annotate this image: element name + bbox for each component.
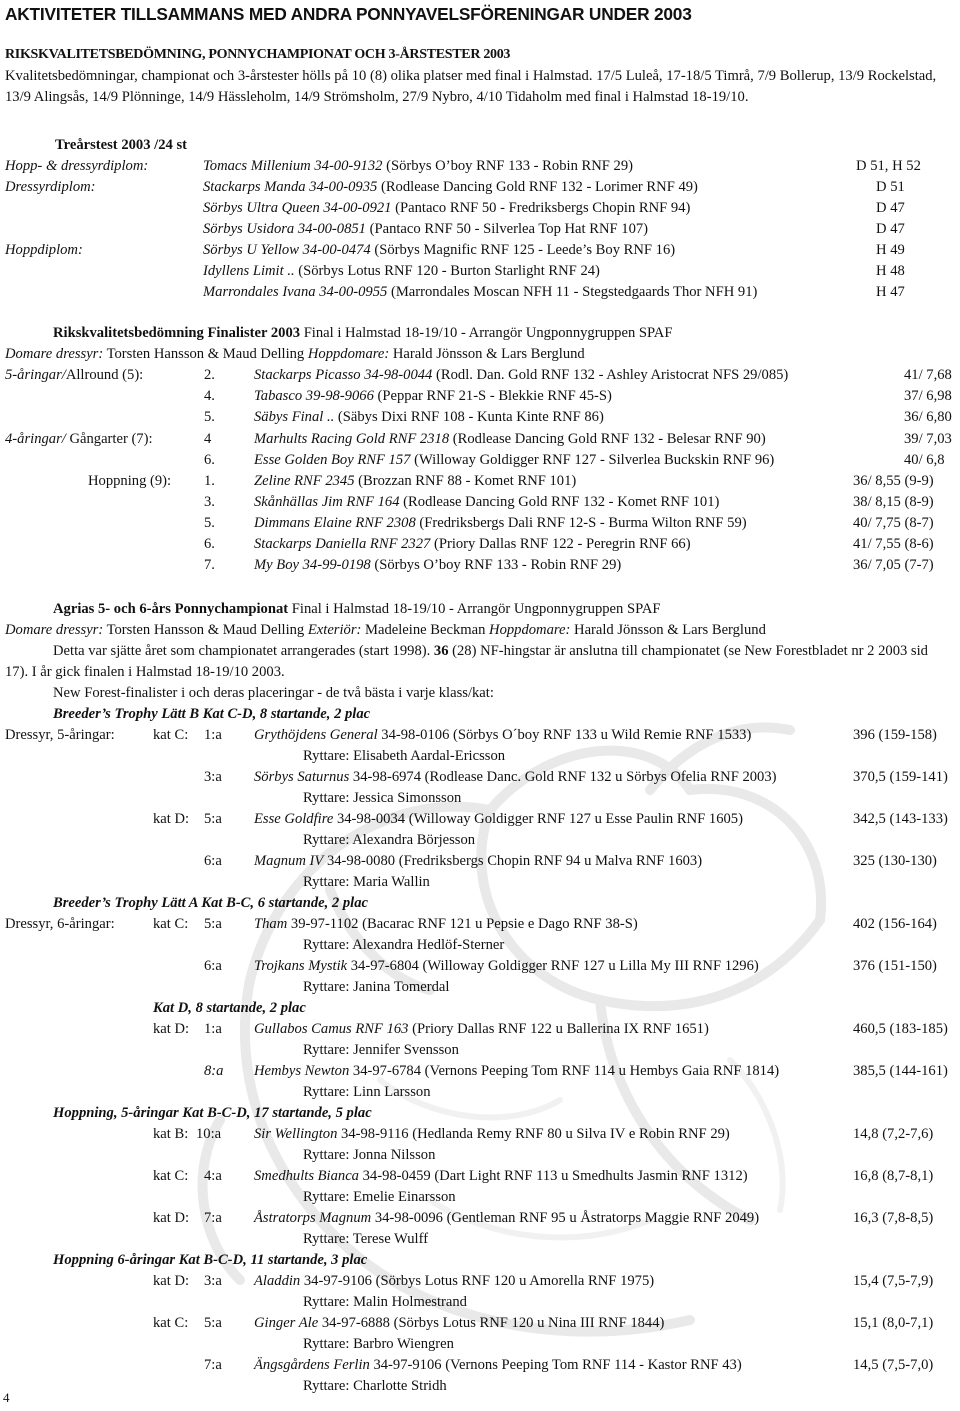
- results-entry: [254, 1208, 759, 1229]
- results-kat: kat D:: [153, 1021, 190, 1037]
- finalister-score: 36/ 8,55 (9-9): [853, 473, 934, 489]
- results-class: Dressyr, 5-åringar:: [5, 727, 115, 743]
- horse-name: Hembys Newton: [254, 1063, 350, 1079]
- results-row: [0, 767, 960, 788]
- finalister-entry: [254, 555, 621, 576]
- agrias-paragraph-2: New Forest-finalister i och deras placeringar - de två bästa i varje klass/kat:: [53, 685, 494, 701]
- results-score: 325 (130-130): [853, 853, 937, 869]
- results-kat: kat C:: [153, 1168, 189, 1184]
- finalister-row: [0, 429, 960, 450]
- trearstest-entry: [203, 240, 675, 261]
- results-rider: Ryttare: Malin Holmestrand: [303, 1294, 467, 1310]
- results-row: [0, 1355, 960, 1376]
- horse-name: Aladdin: [254, 1273, 301, 1289]
- finalister-score: 41/ 7,68: [904, 367, 952, 383]
- results-entry: [254, 956, 759, 977]
- horse-pedigree: (Pantaco RNF 50 - Fredriksbergs Chopin RNF 94): [395, 200, 691, 216]
- finalister-row: [0, 450, 960, 471]
- results-entry: [254, 767, 777, 788]
- horse-pedigree: 34-98-6974 (Rodlease Danc. Gold RNF 132 u Sörbys Ofelia RNF 2003): [349, 769, 777, 785]
- results-score: 16,3 (7,8-8,5): [853, 1210, 934, 1226]
- judges-label-dressyr: Domare dressyr:: [5, 346, 104, 362]
- finalister-entry: [254, 365, 788, 386]
- results-entry: [254, 1124, 730, 1145]
- results-score: 370,5 (159-141): [853, 769, 948, 785]
- results-place: 6:a: [204, 853, 222, 869]
- results-place: 1:a: [204, 1021, 222, 1037]
- results-rider: Ryttare: Barbro Wiengren: [303, 1336, 454, 1352]
- results-rider: Ryttare: Maria Wallin: [303, 874, 430, 890]
- finalister-row: [0, 471, 960, 492]
- finalister-place: 5.: [204, 515, 215, 531]
- horse-pedigree: (Rodlease Dancing Gold RNF 132 - Komet RNF 101): [399, 494, 720, 510]
- results-rider: Ryttare: Elisabeth Aardal-Ericsson: [303, 748, 506, 764]
- results-entry: [254, 725, 751, 746]
- horse-pedigree: 34-98-0096 (Gentleman RNF 95 u Åstratorps Maggie RNF 2049): [371, 1210, 760, 1226]
- finalister-judges: [5, 344, 585, 364]
- agrias-paragraph: [5, 641, 940, 683]
- trearstest-entry: [203, 177, 698, 198]
- results-score: 16,8 (8,7-8,1): [853, 1168, 934, 1184]
- results-score: 342,5 (143-133): [853, 811, 948, 827]
- results-score: 385,5 (144-161): [853, 1063, 948, 1079]
- finalister-heading-rest: Final i Halmstad 18-19/10 - Arrangör Ungponnygruppen SPAF: [300, 325, 673, 341]
- finalister-row: [0, 492, 960, 513]
- horse-name: Stackarps Manda 34-00-0935: [203, 179, 378, 195]
- agrias-judges: [5, 620, 766, 640]
- category-type: Gångarter (7):: [65, 431, 153, 447]
- finalister-row: [0, 513, 960, 534]
- results-class-heading: Breeder’s Trophy Lätt A Kat B-C, 6 startande, 2 plac: [53, 895, 368, 911]
- results-entry: [254, 1355, 742, 1376]
- results-place: 5:a: [204, 811, 222, 827]
- results-row: [0, 725, 960, 746]
- trearstest-score: D 51, H 52: [856, 158, 921, 174]
- trearstest-heading: Treårstest 2003 /24 st: [55, 137, 187, 153]
- results-sub-heading: Kat D, 8 startande, 2 plac: [153, 1000, 306, 1016]
- results-place: 1:a: [204, 727, 222, 743]
- rikskval-intro: Kvalitetsbedömningar, championat och 3-årstester hölls på 10 (8) olika platser med final i Halmstad. 17/5 Luleå, 17-18/5 Timrå, 7/9 Bollerup, 13/9 Rockelstad, 13/9 Alingsås, 14/9 Plönninge, 14/9 Hässleholm, 14/9 Strömsholm, 27/9 Nybro, 4/10 Tidaholm med final i Halmstad 18-19/10.: [5, 68, 937, 105]
- finalister-category: [5, 365, 143, 386]
- horse-pedigree: (Sörbys Lotus RNF 120 - Burton Starlight RNF 24): [298, 263, 600, 279]
- horse-pedigree: (Brozzan RNF 88 - Komet RNF 101): [354, 473, 577, 489]
- horse-pedigree: (Fredriksbergs Dali RNF 12-S - Burma Wilton RNF 59): [415, 515, 747, 531]
- judges-value-dressyr: Torsten Hansson & Maud Delling: [103, 346, 308, 362]
- results-score: 15,4 (7,5-7,9): [853, 1273, 934, 1289]
- results-entry: [254, 1271, 654, 1292]
- horse-pedigree: 34-98-0106 (Sörbys O´boy RNF 133 u Wild Remie RNF 1533): [377, 727, 752, 743]
- results-score: 14,8 (7,2-7,6): [853, 1126, 934, 1142]
- horse-pedigree: 34-97-6888 (Sörbys Lotus RNF 120 u Nina III RNF 1844): [318, 1315, 665, 1331]
- agrias-judges-value-hopp: Harald Jönsson & Lars Berglund: [570, 622, 766, 638]
- horse-name: Zeline RNF 2345: [254, 473, 355, 489]
- trearstest-row: [0, 198, 960, 219]
- horse-name: Sörbys Usidora 34-00-0851: [203, 221, 366, 237]
- agrias-judges-value-dressyr: Torsten Hansson & Maud Delling: [103, 622, 308, 638]
- finalister-row: [0, 555, 960, 576]
- finalister-place: 7.: [204, 557, 215, 573]
- trearstest-score: H 49: [876, 242, 905, 258]
- results-row: [0, 914, 960, 935]
- results-rider: Ryttare: Alexandra Börjesson: [303, 832, 476, 848]
- horse-name: Gullabos Camus RNF 163: [254, 1021, 409, 1037]
- trearstest-label: Dressyrdiplom:: [5, 179, 96, 195]
- results-rider: Ryttare: Jessica Simonsson: [303, 790, 462, 806]
- horse-pedigree: (Priory Dallas RNF 122 - Peregrin RNF 66): [430, 536, 691, 552]
- agrias-heading-bold: Agrias 5- och 6-års Ponnychampionat: [53, 601, 289, 617]
- agrias-judges-label-dressyr: Domare dressyr:: [5, 622, 104, 638]
- horse-pedigree: 39-97-1102 (Bacarac RNF 121 u Pepsie e Dago RNF 38-S): [287, 916, 638, 932]
- results-row: [0, 1313, 960, 1334]
- results-row: [0, 1166, 960, 1187]
- results-rider: Ryttare: Jennifer Svensson: [303, 1042, 459, 1058]
- horse-pedigree: (Peppar RNF 21-S - Blekkie RNF 45-S): [373, 388, 612, 404]
- results-place: 7:a: [204, 1210, 222, 1226]
- horse-pedigree: (Sörbys Magnific RNF 125 - Leede’s Boy RNF 16): [374, 242, 676, 258]
- judges-label-hopp: Hoppdomare:: [307, 346, 390, 362]
- horse-name: Tabasco 39-98-9066: [254, 388, 374, 404]
- results-row: [0, 851, 960, 872]
- results-class-heading: Hoppning, 5-åringar Kat B-C-D, 17 startande, 5 plac: [53, 1105, 372, 1121]
- results-row: [0, 1061, 960, 1082]
- finalister-score: 36/ 6,80: [904, 409, 952, 425]
- horse-pedigree: (Sörbys O’boy RNF 133 - Robin RNF 29): [386, 158, 634, 174]
- horse-name: Säbys Final ..: [254, 409, 335, 425]
- trearstest-entry: [203, 282, 757, 303]
- horse-pedigree: (Priory Dallas RNF 122 u Ballerina IX RNF 1651): [408, 1021, 709, 1037]
- trearstest-score: D 47: [876, 200, 905, 216]
- results-row: [0, 1271, 960, 1292]
- finalister-place: 6.: [204, 536, 215, 552]
- horse-name: Idyllens Limit ..: [203, 263, 295, 279]
- results-row: [0, 1208, 960, 1229]
- horse-name: Tham: [254, 916, 288, 932]
- horse-pedigree: 34-97-6804 (Willoway Goldigger RNF 127 u Lilla My III RNF 1296): [347, 958, 759, 974]
- finalister-entry: [254, 534, 691, 555]
- finalister-entry: [254, 386, 612, 407]
- horse-pedigree: 34-97-9106 (Vernons Peeping Tom RNF 114 - Kastor RNF 43): [369, 1357, 742, 1373]
- finalister-place: 5.: [204, 409, 215, 425]
- trearstest-entry: [203, 261, 600, 282]
- horse-name: Trojkans Mystik: [254, 958, 348, 974]
- agrias-heading-rest: Final i Halmstad 18-19/10 - Arrangör Ungponnygruppen SPAF: [288, 601, 661, 617]
- finalister-entry: [254, 407, 604, 428]
- results-entry: [254, 809, 743, 830]
- results-place: 4:a: [204, 1168, 222, 1184]
- results-entry: [254, 1061, 779, 1082]
- finalister-entry: [254, 450, 774, 471]
- horse-name: Esse Golden Boy RNF 157: [254, 452, 411, 468]
- horse-name: Grythöjdens General: [254, 727, 378, 743]
- horse-name: Ängsgårdens Ferlin: [254, 1357, 370, 1373]
- results-entry: [254, 1019, 709, 1040]
- horse-pedigree: 34-97-9106 (Sörbys Lotus RNF 120 u Amorella RNF 1975): [300, 1273, 655, 1289]
- judges-value-hopp: Harald Jönsson & Lars Berglund: [389, 346, 585, 362]
- horse-pedigree: (Sörbys O’boy RNF 133 - Robin RNF 29): [370, 557, 622, 573]
- trearstest-score: D 51: [876, 179, 905, 195]
- results-entry: [254, 1313, 664, 1334]
- results-row: [0, 1019, 960, 1040]
- results-row: [0, 809, 960, 830]
- results-row: [0, 1124, 960, 1145]
- finalister-place: 4.: [204, 388, 215, 404]
- results-kat: kat C:: [153, 727, 189, 743]
- trearstest-row: [0, 282, 960, 303]
- finalister-row: [0, 407, 960, 428]
- results-place: 5:a: [204, 916, 222, 932]
- finalister-score: 40/ 6,8: [904, 452, 945, 468]
- horse-name: My Boy 34-99-0198: [254, 557, 371, 573]
- horse-pedigree: (Willoway Goldigger RNF 127 - Silverlea Buckskin RNF 96): [410, 452, 775, 468]
- horse-pedigree: 34-98-0459 (Dart Light RNF 113 u Smedhults Jasmin RNF 1312): [358, 1168, 748, 1184]
- horse-pedigree: 34-98-0080 (Fredriksbergs Chopin RNF 94 u Malva RNF 1603): [323, 853, 703, 869]
- results-place: 6:a: [204, 958, 222, 974]
- finalister-score: 40/ 7,75 (8-7): [853, 515, 934, 531]
- rikskval-heading: RIKSKVALITETSBEDÖMNING, PONNYCHAMPIONAT OCH 3-ÅRSTESTER 2003: [5, 47, 511, 62]
- finalister-score: 39/ 7,03: [904, 431, 952, 447]
- trearstest-score: H 48: [876, 263, 905, 279]
- finalister-place: 3.: [204, 494, 215, 510]
- results-class-heading: Hoppning 6-åringar Kat B-C-D, 11 startande, 3 plac: [53, 1252, 368, 1268]
- results-score: 15,1 (8,0-7,1): [853, 1315, 934, 1331]
- horse-pedigree: (Marrondales Moscan NFH 11 - Stegstedgaards Thor NFH 91): [390, 284, 758, 300]
- finalister-score: 38/ 8,15 (8-9): [853, 494, 934, 510]
- horse-name: Stackarps Daniella RNF 2327: [254, 536, 431, 552]
- agrias-heading: [53, 599, 661, 619]
- horse-name: Marrondales Ivana 34-00-0955: [203, 284, 388, 300]
- finalister-heading: [53, 323, 672, 343]
- category-type: Allround (5):: [65, 367, 144, 383]
- horse-name: Sir Wellington: [254, 1126, 338, 1142]
- results-place: 8:a: [204, 1063, 224, 1079]
- results-rider: Ryttare: Charlotte Stridh: [303, 1378, 447, 1394]
- horse-name: Marhults Racing Gold RNF 2318: [254, 431, 450, 447]
- horse-pedigree: 34-98-0034 (Willoway Goldigger RNF 127 u Esse Paulin RNF 1605): [333, 811, 743, 827]
- horse-pedigree: (Pantaco RNF 50 - Silverlea Top Hat RNF 107): [369, 221, 649, 237]
- category-age: 4-åringar/: [5, 431, 66, 447]
- horse-pedigree: (Rodl. Dan. Gold RNF 132 - Ashley Aristocrat NFS 29/085): [432, 367, 789, 383]
- results-score: 402 (156-164): [853, 916, 937, 932]
- results-kat: kat B:: [153, 1126, 189, 1142]
- page-number: 4: [3, 1390, 10, 1405]
- horse-name: Dimmans Elaine RNF 2308: [254, 515, 416, 531]
- horse-name: Smedhults Bianca: [254, 1168, 359, 1184]
- results-score: 460,5 (183-185): [853, 1021, 948, 1037]
- horse-name: Esse Goldfire: [254, 811, 334, 827]
- horse-pedigree: (Rodlease Dancing Gold RNF 132 - Lorimer RNF 49): [380, 179, 698, 195]
- finalister-entry: [254, 492, 719, 513]
- agrias-para-part2: (28) NF-hingstar är anslutna till championatet (se New Forestbladet nr 2 2003 sid 17). I år gick finalen i Halmstad 18-19/10 2003.: [5, 643, 928, 680]
- agrias-judges-label-exterior: Exteriör:: [307, 622, 362, 638]
- results-kat: kat D:: [153, 1210, 190, 1226]
- finalister-place: 6.: [204, 452, 215, 468]
- trearstest-row: [0, 177, 960, 198]
- trearstest-score: H 47: [876, 284, 905, 300]
- horse-name: Ginger Ale: [254, 1315, 319, 1331]
- trearstest-row: [0, 156, 960, 177]
- finalister-score: 36/ 7,05 (7-7): [853, 557, 934, 573]
- trearstest-row: [0, 261, 960, 282]
- horse-name: Tomacs Millenium 34-00-9132: [203, 158, 383, 174]
- results-entry: [254, 851, 702, 872]
- finalister-place: 2.: [204, 367, 215, 383]
- results-class-heading: Breeder’s Trophy Lätt B Kat C-D, 8 startande, 2 plac: [53, 706, 371, 722]
- results-place: 10:a: [196, 1126, 222, 1142]
- horse-name: Sörbys Saturnus: [254, 769, 350, 785]
- horse-pedigree: (Säbys Dixi RNF 108 - Kunta Kinte RNF 86): [334, 409, 604, 425]
- page-title: AKTIVITETER TILLSAMMANS MED ANDRA PONNYAVELSFÖRENINGAR UNDER 2003: [5, 4, 692, 24]
- trearstest-row: [0, 219, 960, 240]
- horse-pedigree: (Rodlease Dancing Gold RNF 132 - Belesar RNF 90): [449, 431, 766, 447]
- results-rider: Ryttare: Terese Wulff: [303, 1231, 429, 1247]
- results-rider: Ryttare: Linn Larsson: [303, 1084, 431, 1100]
- horse-name: Stackarps Picasso 34-98-0044: [254, 367, 433, 383]
- results-place: 5:a: [204, 1315, 222, 1331]
- trearstest-entry: [203, 219, 648, 240]
- agrias-judges-value-exterior: Madeleine Beckman: [361, 622, 490, 638]
- results-rider: Ryttare: Alexandra Hedlöf-Sterner: [303, 937, 505, 953]
- finalister-entry: [254, 429, 766, 450]
- agrias-judges-label-hopp: Hoppdomare:: [489, 622, 571, 638]
- results-kat: kat D:: [153, 1273, 190, 1289]
- finalister-row: [0, 534, 960, 555]
- results-score: 14,5 (7,5-7,0): [853, 1357, 934, 1373]
- results-rider: Ryttare: Janina Tomerdal: [303, 979, 450, 995]
- results-score: 376 (151-150): [853, 958, 937, 974]
- finalister-entry: [254, 513, 747, 534]
- results-kat: kat C:: [153, 1315, 189, 1331]
- horse-name: Magnum IV: [254, 853, 324, 869]
- finalister-place: 4: [204, 431, 212, 447]
- finalister-category: Hoppning (9):: [88, 473, 172, 489]
- agrias-para-part1: Detta var sjätte året som championatet arrangerades (start 1998).: [53, 643, 434, 659]
- finalister-place: 1.: [204, 473, 215, 489]
- finalister-row: [0, 386, 960, 407]
- trearstest-score: D 47: [876, 221, 905, 237]
- results-place: 7:a: [204, 1357, 222, 1373]
- finalister-score: 41/ 7,55 (8-6): [853, 536, 934, 552]
- results-kat: kat D:: [153, 811, 190, 827]
- horse-pedigree: 34-97-6784 (Vernons Peeping Tom RNF 114 u Hembys Gaia RNF 1814): [349, 1063, 780, 1079]
- horse-name: Åstratorps Magnum: [254, 1210, 372, 1226]
- finalister-score: 37/ 6,98: [904, 388, 952, 404]
- horse-name: Sörbys U Yellow 34-00-0474: [203, 242, 371, 258]
- agrias-para-count: 36: [433, 643, 449, 659]
- trearstest-row: [0, 240, 960, 261]
- results-score: 396 (159-158): [853, 727, 937, 743]
- horse-pedigree: 34-98-9116 (Hedlanda Remy RNF 80 u Silva IV e Robin RNF 29): [337, 1126, 730, 1142]
- results-rider: Ryttare: Jonna Nilsson: [303, 1147, 436, 1163]
- results-class: Dressyr, 6-åringar:: [5, 916, 115, 932]
- results-place: 3:a: [204, 769, 222, 785]
- results-entry: [254, 914, 638, 935]
- finalister-heading-bold: Rikskvalitetsbedömning Finalister 2003: [53, 325, 301, 341]
- trearstest-label: Hoppdiplom:: [5, 242, 83, 258]
- results-row: [0, 956, 960, 977]
- finalister-entry: [254, 471, 576, 492]
- horse-name: Skånhällas Jim RNF 164: [254, 494, 400, 510]
- trearstest-label: Hopp- & dressyrdiplom:: [5, 158, 149, 174]
- results-kat: kat C:: [153, 916, 189, 932]
- category-age: 5-åringar/: [5, 367, 66, 383]
- finalister-row: [0, 365, 960, 386]
- horse-name: Sörbys Ultra Queen 34-00-0921: [203, 200, 392, 216]
- results-entry: [254, 1166, 748, 1187]
- results-rider: Ryttare: Emelie Einarsson: [303, 1189, 456, 1205]
- trearstest-entry: [203, 198, 690, 219]
- finalister-category: [5, 429, 153, 450]
- trearstest-entry: [203, 156, 633, 177]
- results-place: 3:a: [204, 1273, 222, 1289]
